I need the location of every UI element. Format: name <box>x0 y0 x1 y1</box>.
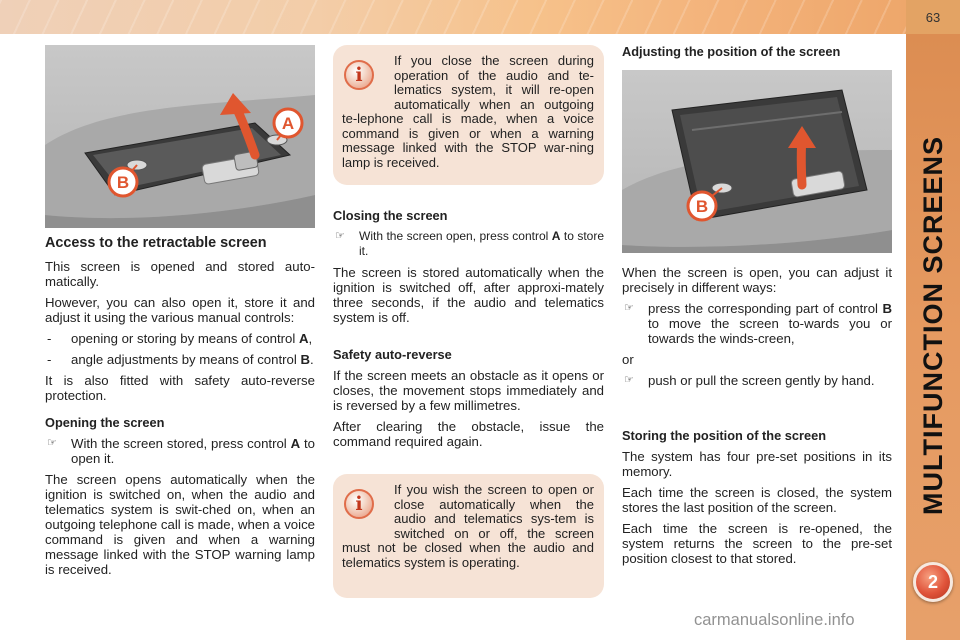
left-column <box>45 236 315 583</box>
middle-column <box>333 208 604 455</box>
figure-label-b: B <box>116 173 130 192</box>
list-item: - angle adjustments by means of control B. <box>47 352 314 367</box>
figure-label-a: A <box>281 114 295 133</box>
retractable-screen-illustration <box>45 45 315 228</box>
list-item: - opening or storing by means of control A, <box>47 331 313 346</box>
screen-adjustment-illustration <box>622 70 892 253</box>
paragraph: It is also fitted with safety auto-reverse protection. <box>45 373 315 403</box>
page-number: 63 <box>906 0 960 34</box>
control-label: B <box>300 352 310 367</box>
pointing-hand-icon: ☞ <box>47 437 57 449</box>
control-label: B <box>882 301 892 316</box>
paragraph: Each time the screen is re-opened, the system returns the screen to the pre-set position closest to that stored. <box>622 521 892 566</box>
paragraph: or <box>622 352 634 367</box>
subsection-heading: Storing the position of the screen <box>622 428 827 443</box>
chapter-title: MULTIFUNCTION SCREENS <box>917 135 948 515</box>
info-box <box>333 474 604 598</box>
chapter-title-container <box>905 90 960 560</box>
subsection-heading: Adjusting the position of the screen <box>622 44 841 59</box>
control-label: A <box>298 331 309 346</box>
screen-closed-drawing <box>45 45 315 228</box>
list-marker: - <box>47 331 52 346</box>
watermark: carmanualsonline.info <box>694 611 855 629</box>
paragraph: When the screen is open, you can adjust it precisely in different ways: <box>622 265 892 295</box>
bullet-item: ☞ With the screen stored, press control A to open it. <box>47 436 315 466</box>
control-label: A <box>551 229 561 243</box>
bullet-item: ☞ press the corresponding part of control B to move the screen to-wards you or towards the winds-creen, <box>624 301 892 346</box>
list-marker: - <box>47 352 52 367</box>
bullet-item: ☞ With the screen open, press control A to store it. <box>335 229 604 258</box>
paragraph: After clearing the obstacle, issue the command required again. <box>333 419 604 449</box>
info-icon: i <box>344 489 374 519</box>
screen-open-drawing <box>622 70 892 253</box>
right-column <box>622 265 892 572</box>
paragraph: The screen is stored automatically when the ignition is switched off, after approxi-mately three seconds, if the audio and telematics system is off. <box>333 265 604 325</box>
info-text: If you wish the screen to open or close automatically when the audio and telematics sys-tem is switched on or off, the screen must not be closed when the audio and telematics system is operating. <box>342 482 594 570</box>
subsection-heading: Closing the screen <box>333 208 448 223</box>
section-heading: Access to the retractable screen <box>45 235 267 251</box>
info-icon: i <box>344 60 374 90</box>
paragraph: However, you can also open it, store it and adjust it using the various manual controls: <box>45 295 315 325</box>
paragraph: The system has four pre-set positions in its memory. <box>622 449 892 479</box>
top-decorative-bar <box>0 0 906 34</box>
paragraph: Each time the screen is closed, the system stores the last position of the screen. <box>622 485 892 515</box>
info-box <box>333 45 604 185</box>
paragraph: The screen opens automatically when the ignition is switched on, when the audio and telematics system is swit-ched on, when an outgoing telephone call is made, when a voice command is given and when a warning message linked with the STOP warning lamp is received. <box>45 472 315 577</box>
subsection-heading: Safety auto-reverse <box>333 347 452 362</box>
pointing-hand-icon: ☞ <box>335 230 345 242</box>
paragraph: If the screen meets an obstacle as it opens or closes, the movement stops immediately and is reversed by a few millimetres. <box>333 368 604 413</box>
control-label: A <box>290 436 301 451</box>
figure-label-b: B <box>695 197 709 216</box>
paragraph: This screen is opened and stored auto-matically. <box>45 259 315 289</box>
pointing-hand-icon: ☞ <box>624 302 634 314</box>
subsection-heading: Opening the screen <box>45 415 165 430</box>
right-column-top <box>622 44 892 65</box>
info-text: If you close the screen during operation of the audio and te-lematics system, it will re-open automatically when an outgoing te-lephone call is made, when a voice command is given or when a warning message linked with the STOP war-ning lamp is received. <box>342 53 594 170</box>
pointing-hand-icon: ☞ <box>624 374 634 386</box>
chapter-number-badge: 2 <box>913 562 953 602</box>
bullet-item: ☞ push or pull the screen gently by hand. <box>624 373 875 388</box>
